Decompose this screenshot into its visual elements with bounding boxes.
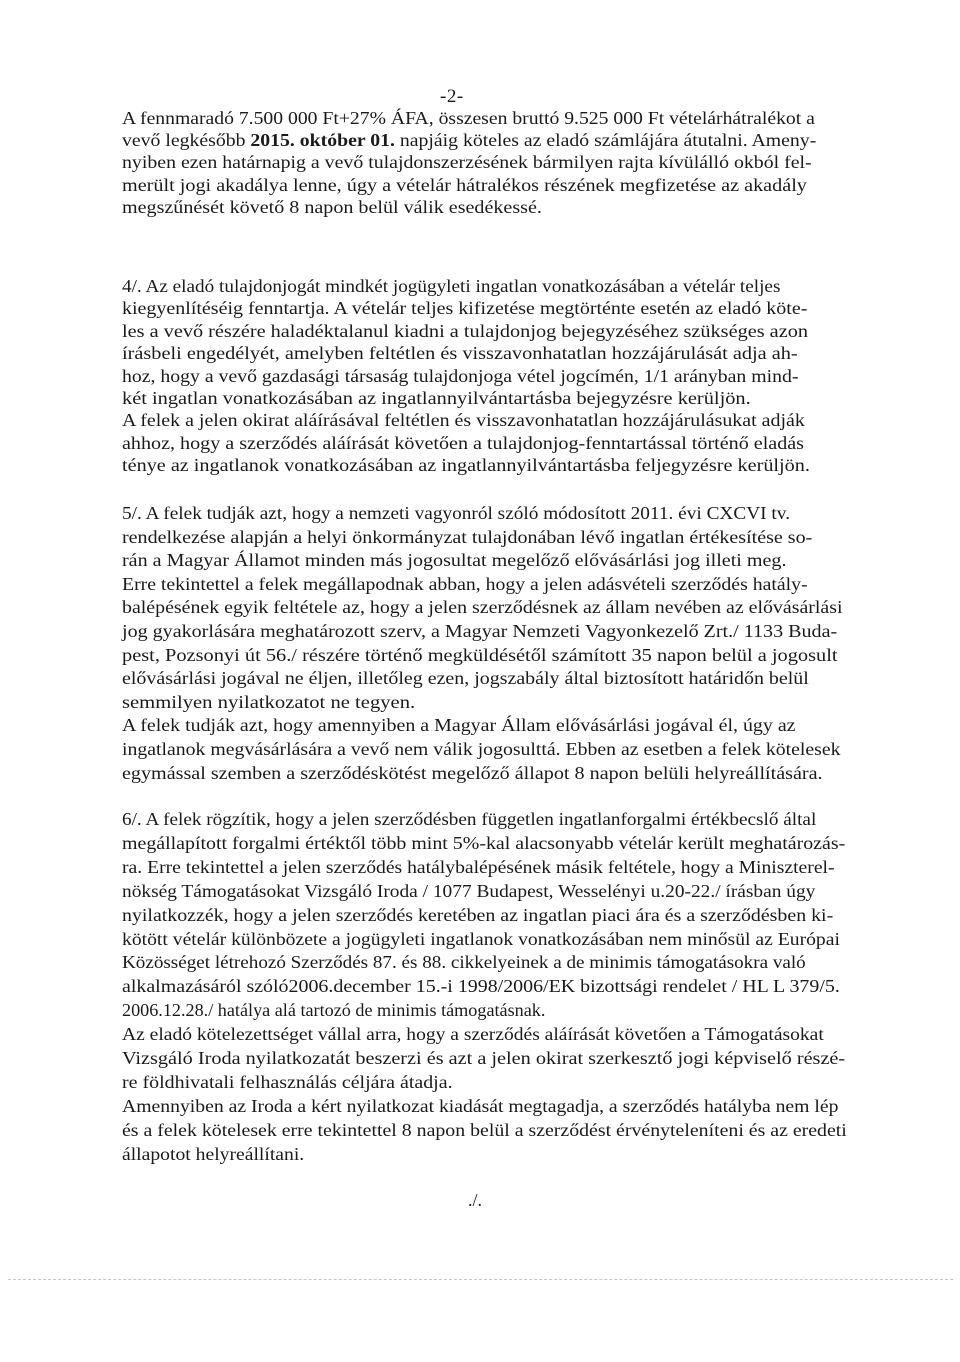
section-4-line: két ingatlan vonatkozásában az ingatlannyilvántartásba bejegyzésre kerüljön. [122, 388, 751, 408]
section-6-line: nyilatkozzék, hogy a jelen szerződés keretében az ingatlan piaci ára és a szerződésben ki- [122, 904, 834, 925]
end-mark: ./. [468, 1190, 483, 1210]
section-5-line: A felek tudják azt, hogy amennyiben a Magyar Állam elővásárlási jogával él, úgy az [122, 715, 796, 736]
intro-line: megszűnését követő 8 napon belül válik esedékessé. [122, 196, 542, 217]
section-5-line: 5/. A felek tudják azt, hogy a nemzeti vagyonról szóló módosított 2011. évi CXCVI tv. [122, 503, 791, 523]
section-5-line: ingatlanok megvásárlására a vevő nem válik jogosulttá. Ebben az esetben a felek kötelesek [122, 739, 841, 759]
section-6-line: ra. Erre tekintettel a jelen szerződés hatálybalépésének másik feltétele, hogy a Miniszterel- [122, 856, 835, 877]
section-6-line: nökség Támogatásokat Vizsgáló Iroda / 1077 Budapest, Wesselényi u.20-22./ írásban úgy [122, 880, 816, 901]
intro-line: nyiben ezen határnapig a vevő tulajdonszerzésének bármilyen rajta kívülálló okból fel- [122, 152, 812, 173]
intro-line: merült jogi akadálya lenne, úgy a vételár hátralékos részének megfizetése az akadály [122, 174, 807, 195]
section-5-line: jog gyakorlására meghatározott szerv, a Magyar Nemzeti Vagyonkezelő Zrt./ 1133 Buda- [122, 621, 838, 641]
section-5-line: rendelkezése alapján a helyi önkormányzat tulajdonában lévő ingatlan értékesítése so- [122, 526, 813, 547]
section-6-line: alkalmazásáról szóló2006.december 15.-i 1998/2006/EK bizottsági rendelet / HL L 379/5. [122, 976, 840, 997]
section-6-line: 2006.12.28./ hatálya alá tartozó de minimis támogatásnak. [122, 1000, 546, 1021]
section-5-line: balépésének egyik feltétele az, hogy a jelen szerződésnek az állam nevében az elővásárlási [122, 597, 843, 618]
section-5-line: pest, Pozsonyi út 56./ részére történő megküldésétől számított 35 napon belül a jogosult [122, 644, 838, 665]
intro-line: vevő legkésőbb 2015. október 01. napjáig köteles az eladó számlájára átutalni. Ameny- [122, 130, 817, 151]
section-4-line: írásbeli engedélyét, amelyben feltétlen és visszavonhatatlan hozzájárulását adja ah- [122, 343, 798, 364]
scan-edge-line [8, 1279, 953, 1280]
section-6-line: állapotot helyreállítani. [122, 1143, 305, 1164]
section-5-line: rán a Magyar Államot minden más jogosultat megelőző elővásárlási jog illeti meg. [122, 550, 787, 571]
section-6-line: kötött vételár különbözete a jogügyleti ingatlanok vonatkozásában nem minősül az Európai [122, 928, 840, 949]
section-6-line: Az eladó kötelezettséget vállal arra, hogy a szerződés aláírását követően a Támogatásokat [122, 1024, 824, 1045]
section-5-line: semmilyen nyilatkozatot ne tegyen. [122, 691, 416, 712]
section-5-line: Erre tekintettel a felek megállapodnak abban, hogy a jelen adásvételi szerződés hatály- [122, 573, 808, 594]
page-number: -2- [440, 86, 464, 107]
section-6-line: és a felek kötelesek erre tekintettel 8 napon belül a szerződést érvényteleníteni és az eredeti [122, 1119, 847, 1140]
section-6-line: 6/. A felek rögzítik, hogy a jelen szerződésben független ingatlanforgalmi értékbecslő által [122, 809, 817, 829]
section-4-line: A felek a jelen okirat aláírásával feltétlen és visszavonhatatlan hozzájárulásukat adják [122, 410, 805, 431]
section-6-line: megállapított forgalmi értéktől több mint 5%-kal alacsonyabb vételár került meghatározás- [122, 832, 846, 853]
section-6-line: Amennyiben az Iroda a kért nyilatkozat kiadását megtagadja, a szerződés hatályba nem lép [122, 1095, 839, 1116]
section-4-line: kiegyenlítéséig fenntartja. A vételár teljes kifizetése megtörténte esetén az eladó köte- [122, 298, 808, 319]
section-5-line: egymással szemben a szerződéskötést megelőző állapot 8 napon belüli helyreállítására. [122, 762, 823, 783]
section-6-line: Vizsgáló Iroda nyilatkozatát beszerzi és azt a jelen okirat szerkesztő jogi képviselő részé- [122, 1048, 846, 1068]
section-6-line: re földhivatali felhasználás céljára átadja. [122, 1071, 453, 1092]
section-4-line: hoz, hogy a vevő gazdasági társaság tulajdonjoga vétel jogcímén, 1/1 arányban mind- [122, 365, 799, 386]
section-4-line: les a vevő részére haladéktalanul kiadni a tulajdonjog bejegyzéséhez szükséges azon [122, 320, 808, 341]
section-6-line: Közösséget létrehozó Szerződés 87. és 88. cikkelyeinek a de minimis támogatásokra való [122, 952, 806, 973]
section-5-line: elővásárlási jogával ne éljen, illetőleg ezen, jogszabály által biztosított határidőn belül [122, 668, 809, 689]
intro-line: A fennmaradó 7.500 000 Ft+27% ÁFA, összesen bruttó 9.525 000 Ft vételárhátralékot a [122, 108, 815, 128]
section-4-line: ahhoz, hogy a szerződés aláírását követően a tulajdonjog-fenntartással történő eladás [122, 432, 804, 453]
section-4-line: ténye az ingatlanok vonatkozásában az ingatlannyilvántartásba feljegyzésre kerüljön. [122, 455, 810, 476]
section-4-line: 4/. Az eladó tulajdonjogát mindkét jogügyleti ingatlan vonatkozásában a vételár teljes [122, 276, 781, 296]
